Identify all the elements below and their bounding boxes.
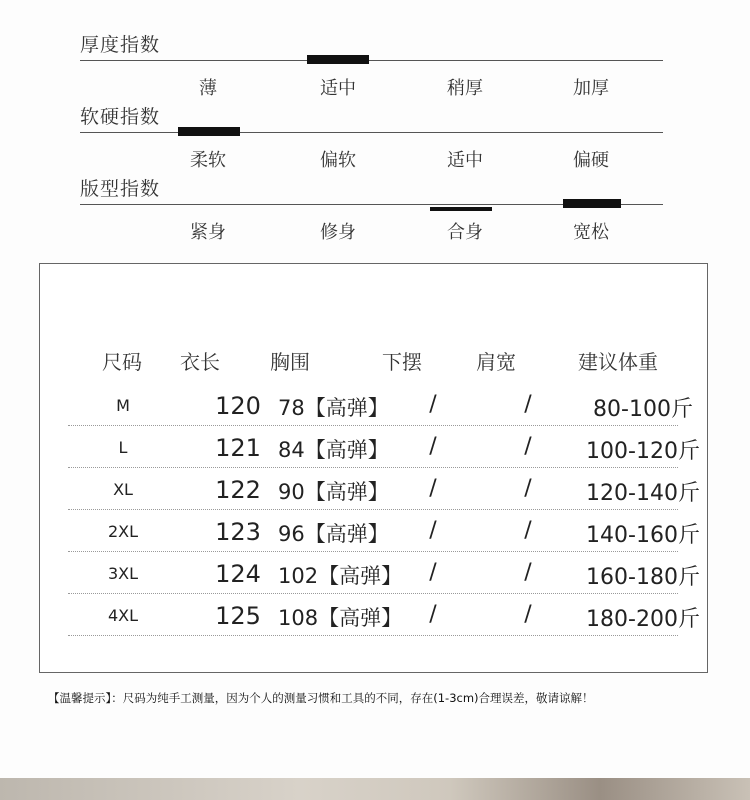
cell-size: L	[118, 438, 128, 457]
cell-chest: 78【高弹】	[278, 396, 389, 420]
cell-length: 125	[215, 602, 261, 630]
index-option: 合身	[447, 222, 483, 243]
index-option: 加厚	[573, 78, 609, 99]
index-scale-line	[80, 132, 663, 133]
index-title: 厚度指数	[80, 34, 161, 56]
cell-shoulder: /	[524, 476, 532, 501]
index-option: 适中	[320, 78, 356, 99]
cell-hem: /	[429, 560, 437, 585]
index-selected-marker	[430, 207, 492, 211]
cell-weight: 180-200斤	[586, 607, 700, 632]
cell-length: 123	[215, 518, 261, 546]
index-option: 柔软	[190, 150, 226, 171]
header-length: 衣长	[180, 350, 220, 374]
cell-length: 124	[215, 560, 261, 588]
measurement-note: 【温馨提示】：尺码为纯手工测量，因为个人的测量习惯和工具的不同，存在(1-3cm)合理误差，敬请谅解！	[48, 691, 594, 705]
cell-length: 122	[215, 476, 261, 504]
cell-hem: /	[429, 434, 437, 459]
cell-chest: 90【高弹】	[278, 480, 389, 504]
index-option: 偏软	[320, 150, 356, 171]
cell-hem: /	[429, 518, 437, 543]
cell-chest: 84【高弹】	[278, 438, 389, 462]
cell-weight: 80-100斤	[593, 397, 693, 422]
cell-hem: /	[429, 476, 437, 501]
header-chest: 胸围	[270, 350, 310, 374]
header-size: 尺码	[102, 350, 142, 374]
cell-size: 3XL	[108, 564, 139, 583]
header-hem: 下摆	[382, 350, 422, 374]
cell-weight: 140-160斤	[586, 523, 700, 548]
softness-index	[0, 102, 750, 174]
header-weight: 建议体重	[578, 350, 658, 374]
table-row	[68, 426, 700, 468]
table-row	[68, 552, 700, 594]
header-shoulder: 肩宽	[476, 350, 516, 374]
index-option: 薄	[199, 78, 217, 99]
index-option: 适中	[447, 150, 483, 171]
cell-size: M	[116, 396, 130, 415]
cell-hem: /	[429, 392, 437, 417]
cell-chest: 96【高弹】	[278, 522, 389, 546]
cell-shoulder: /	[524, 392, 532, 417]
cell-size: XL	[113, 480, 133, 499]
cell-hem: /	[429, 602, 437, 627]
table-row	[68, 384, 693, 426]
cell-shoulder: /	[524, 560, 532, 585]
index-title: 软硬指数	[80, 106, 161, 128]
table-row	[68, 594, 700, 636]
cell-weight: 160-180斤	[586, 565, 700, 590]
index-option: 稍厚	[447, 78, 483, 99]
size-chart	[39, 263, 708, 673]
cell-length: 120	[215, 392, 261, 420]
cell-shoulder: /	[524, 518, 532, 543]
cell-length: 121	[215, 434, 261, 462]
fit-index	[0, 174, 750, 246]
cell-size: 2XL	[108, 522, 139, 541]
cell-shoulder: /	[524, 434, 532, 459]
index-selected-marker	[563, 199, 621, 208]
index-selected-marker	[178, 127, 240, 136]
product-photo-strip	[0, 778, 750, 800]
index-scale-line	[80, 60, 663, 61]
index-option: 宽松	[573, 222, 609, 243]
thickness-index	[0, 30, 750, 102]
cell-weight: 120-140斤	[586, 481, 700, 506]
row-divider	[68, 635, 678, 636]
index-option: 紧身	[190, 222, 226, 243]
index-title: 版型指数	[80, 178, 161, 200]
cell-shoulder: /	[524, 602, 532, 627]
cell-size: 4XL	[108, 606, 139, 625]
table-row	[68, 468, 700, 510]
index-option: 修身	[320, 222, 356, 243]
table-row	[68, 510, 700, 552]
index-option: 偏硬	[573, 150, 609, 171]
cell-weight: 100-120斤	[586, 439, 700, 464]
cell-chest: 102【高弹】	[278, 564, 403, 588]
index-selected-marker	[307, 55, 369, 64]
cell-chest: 108【高弹】	[278, 606, 403, 630]
